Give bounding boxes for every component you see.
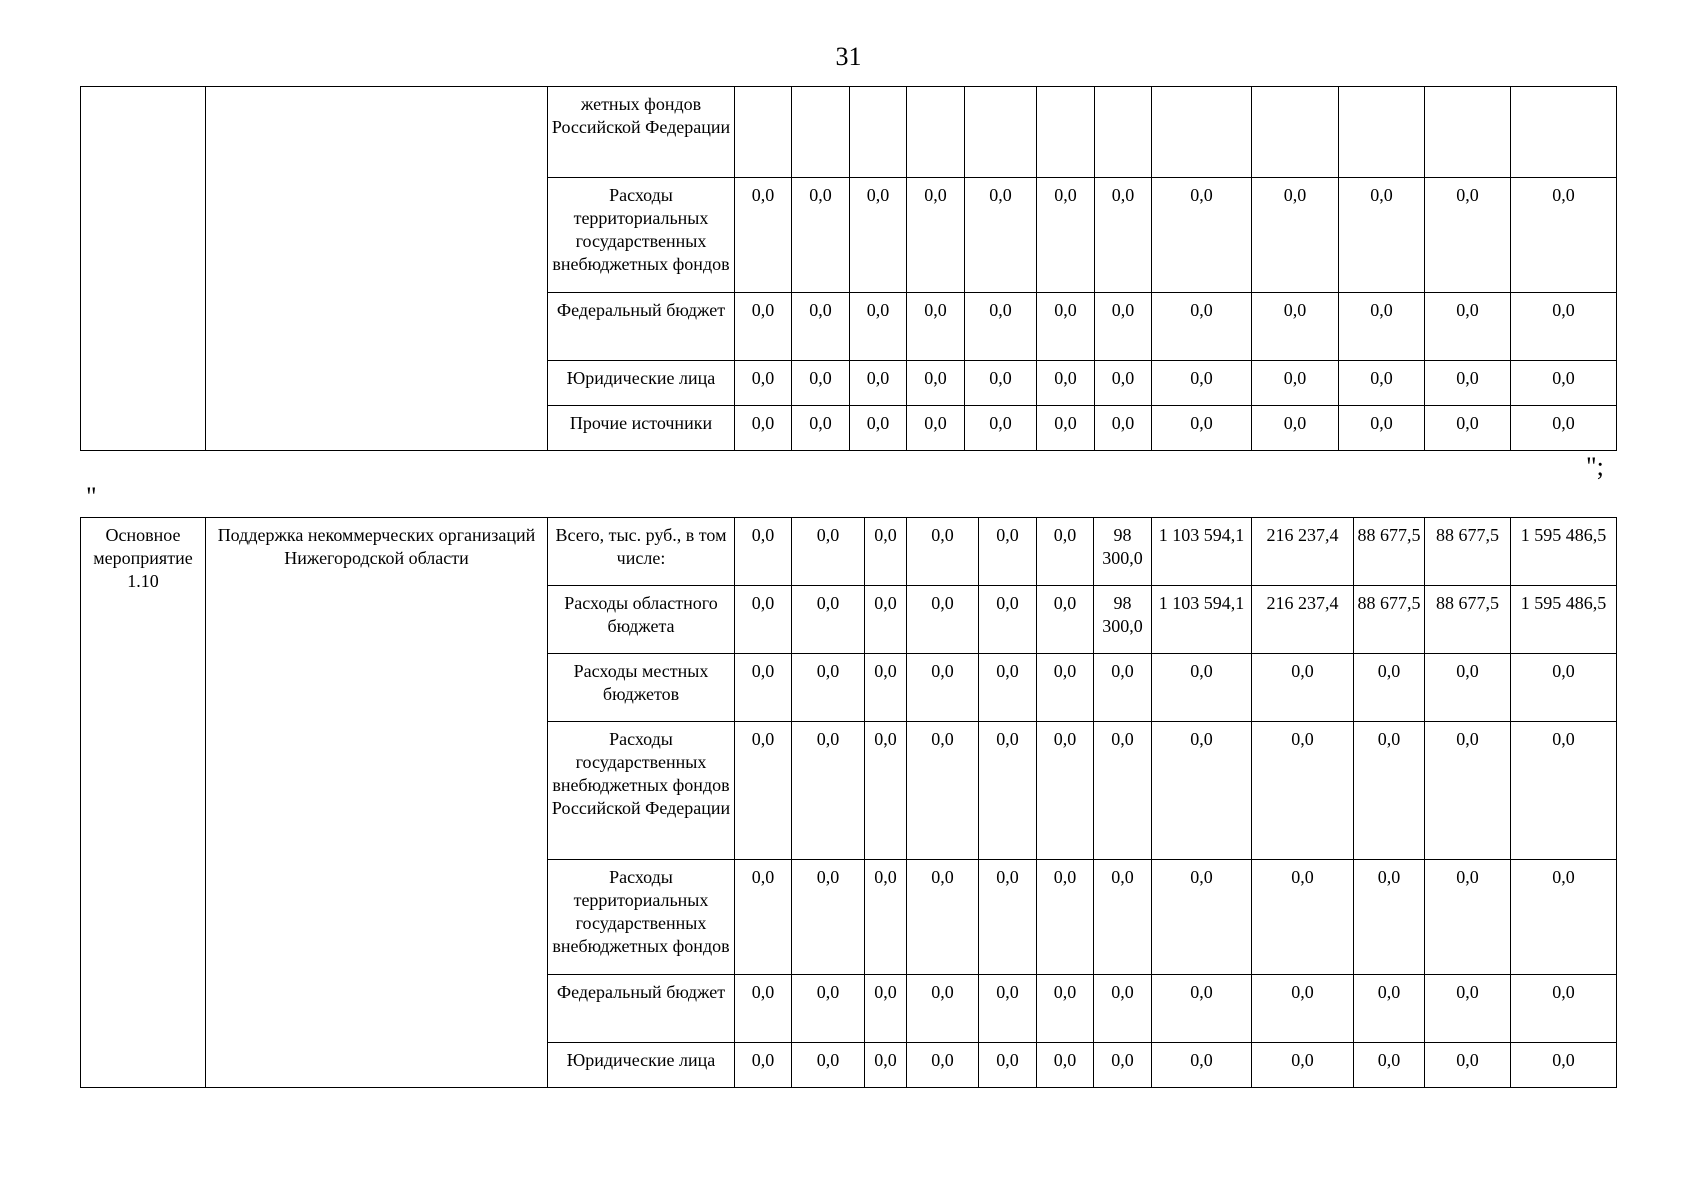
value-cell xyxy=(1339,87,1425,178)
value-cell: 216 237,4 xyxy=(1252,518,1354,586)
value-cell: 0,0 xyxy=(1152,975,1252,1043)
value-cell: 0,0 xyxy=(979,860,1037,975)
value-cell: 0,0 xyxy=(1252,654,1354,722)
description-cell xyxy=(206,87,548,451)
value-cell: 0,0 xyxy=(1094,1043,1152,1088)
value-cell: 0,0 xyxy=(1152,293,1252,361)
funding-table-continuation xyxy=(80,86,1617,451)
value-cell: 0,0 xyxy=(735,654,792,722)
value-cell: 0,0 xyxy=(1511,654,1617,722)
value-cell: 0,0 xyxy=(1037,722,1094,860)
value-cell xyxy=(1152,87,1252,178)
value-cell: 0,0 xyxy=(792,178,850,293)
source-cell: Расходы территориальных государственных внебюджетных фондов xyxy=(548,860,735,975)
value-cell: 0,0 xyxy=(1094,975,1152,1043)
value-cell: 0,0 xyxy=(979,518,1037,586)
opening-quote: " xyxy=(86,482,97,511)
value-cell: 88 677,5 xyxy=(1354,518,1425,586)
value-cell: 88 677,5 xyxy=(1354,586,1425,654)
value-cell: 0,0 xyxy=(865,518,907,586)
value-cell: 0,0 xyxy=(1511,860,1617,975)
value-cell: 0,0 xyxy=(792,518,865,586)
value-cell xyxy=(792,87,850,178)
value-cell: 1 103 594,1 xyxy=(1152,518,1252,586)
value-cell xyxy=(850,87,907,178)
value-cell: 0,0 xyxy=(979,1043,1037,1088)
value-cell: 216 237,4 xyxy=(1252,586,1354,654)
value-cell: 0,0 xyxy=(979,586,1037,654)
value-cell: 0,0 xyxy=(1037,406,1095,451)
value-cell: 98 300,0 xyxy=(1094,586,1152,654)
value-cell: 0,0 xyxy=(792,975,865,1043)
value-cell: 0,0 xyxy=(865,722,907,860)
value-cell: 0,0 xyxy=(907,293,965,361)
source-cell: Расходы территориальных государственных внебюджетных фондов xyxy=(548,178,735,293)
value-cell: 0,0 xyxy=(735,178,792,293)
value-cell: 0,0 xyxy=(1252,361,1339,406)
value-cell: 0,0 xyxy=(792,361,850,406)
value-cell: 0,0 xyxy=(965,178,1037,293)
value-cell: 0,0 xyxy=(1037,518,1094,586)
value-cell: 0,0 xyxy=(1511,722,1617,860)
value-cell: 0,0 xyxy=(1354,722,1425,860)
value-cell: 0,0 xyxy=(965,406,1037,451)
value-cell: 0,0 xyxy=(907,1043,979,1088)
value-cell: 0,0 xyxy=(865,1043,907,1088)
measure-cell xyxy=(81,87,206,451)
value-cell: 0,0 xyxy=(1511,406,1617,451)
value-cell: 0,0 xyxy=(792,860,865,975)
source-cell: Всего, тыс. руб., в том числе: xyxy=(548,518,735,586)
source-cell: Юридические лица xyxy=(548,1043,735,1088)
value-cell: 0,0 xyxy=(1152,654,1252,722)
value-cell xyxy=(1252,87,1339,178)
value-cell: 0,0 xyxy=(1037,361,1095,406)
table-row xyxy=(81,518,1617,586)
value-cell: 0,0 xyxy=(907,178,965,293)
value-cell: 0,0 xyxy=(1037,654,1094,722)
value-cell: 0,0 xyxy=(1152,722,1252,860)
value-cell: 0,0 xyxy=(735,518,792,586)
value-cell: 0,0 xyxy=(979,654,1037,722)
value-cell: 98 300,0 xyxy=(1094,518,1152,586)
value-cell: 1 595 486,5 xyxy=(1511,518,1617,586)
source-cell: Юридические лица xyxy=(548,361,735,406)
value-cell: 0,0 xyxy=(1094,654,1152,722)
value-cell: 0,0 xyxy=(1095,178,1152,293)
value-cell: 0,0 xyxy=(1152,860,1252,975)
source-cell: Расходы местных бюджетов xyxy=(548,654,735,722)
value-cell: 0,0 xyxy=(1037,1043,1094,1088)
value-cell: 0,0 xyxy=(850,293,907,361)
value-cell: 0,0 xyxy=(1252,722,1354,860)
value-cell: 0,0 xyxy=(907,518,979,586)
value-cell: 0,0 xyxy=(865,586,907,654)
value-cell: 0,0 xyxy=(1425,1043,1511,1088)
value-cell: 0,0 xyxy=(1425,860,1511,975)
value-cell: 0,0 xyxy=(1252,1043,1354,1088)
value-cell: 0,0 xyxy=(907,975,979,1043)
value-cell: 0,0 xyxy=(792,1043,865,1088)
value-cell: 0,0 xyxy=(1037,293,1095,361)
value-cell: 1 103 594,1 xyxy=(1152,586,1252,654)
value-cell: 0,0 xyxy=(907,361,965,406)
value-cell xyxy=(907,87,965,178)
value-cell: 0,0 xyxy=(1037,860,1094,975)
value-cell: 0,0 xyxy=(1354,1043,1425,1088)
value-cell: 0,0 xyxy=(1425,293,1511,361)
value-cell: 0,0 xyxy=(1037,178,1095,293)
value-cell: 88 677,5 xyxy=(1425,586,1511,654)
value-cell: 0,0 xyxy=(1339,406,1425,451)
value-cell: 0,0 xyxy=(792,293,850,361)
value-cell: 0,0 xyxy=(792,406,850,451)
value-cell: 0,0 xyxy=(792,722,865,860)
value-cell: 0,0 xyxy=(1354,654,1425,722)
value-cell: 0,0 xyxy=(792,586,865,654)
value-cell: 0,0 xyxy=(1037,586,1094,654)
page-number: 31 xyxy=(835,42,862,71)
value-cell: 0,0 xyxy=(850,406,907,451)
value-cell: 0,0 xyxy=(1252,975,1354,1043)
value-cell: 0,0 xyxy=(1095,406,1152,451)
value-cell: 0,0 xyxy=(735,1043,792,1088)
value-cell: 0,0 xyxy=(1511,975,1617,1043)
value-cell: 0,0 xyxy=(735,975,792,1043)
value-cell xyxy=(735,87,792,178)
value-cell: 0,0 xyxy=(965,361,1037,406)
value-cell: 0,0 xyxy=(1094,860,1152,975)
value-cell: 0,0 xyxy=(735,860,792,975)
value-cell: 0,0 xyxy=(1339,293,1425,361)
value-cell: 0,0 xyxy=(735,361,792,406)
value-cell xyxy=(965,87,1037,178)
value-cell: 0,0 xyxy=(907,406,965,451)
value-cell: 0,0 xyxy=(735,293,792,361)
value-cell: 0,0 xyxy=(907,586,979,654)
value-cell: 0,0 xyxy=(1152,406,1252,451)
value-cell: 0,0 xyxy=(1252,406,1339,451)
value-cell xyxy=(1095,87,1152,178)
value-cell: 0,0 xyxy=(1094,722,1152,860)
value-cell: 0,0 xyxy=(850,361,907,406)
value-cell: 0,0 xyxy=(1425,178,1511,293)
source-cell: Расходы государственных внебюджетных фондов Российской Федерации xyxy=(548,722,735,860)
value-cell: 0,0 xyxy=(1252,860,1354,975)
value-cell: 0,0 xyxy=(1511,1043,1617,1088)
value-cell: 0,0 xyxy=(965,293,1037,361)
value-cell: 0,0 xyxy=(1339,361,1425,406)
description-cell: Поддержка некоммерческих организаций Нижегородской области xyxy=(206,518,548,1088)
value-cell: 0,0 xyxy=(1425,975,1511,1043)
value-cell: 0,0 xyxy=(1037,975,1094,1043)
value-cell: 0,0 xyxy=(792,654,865,722)
value-cell: 0,0 xyxy=(1152,1043,1252,1088)
value-cell: 0,0 xyxy=(1425,361,1511,406)
value-cell: 0,0 xyxy=(1425,406,1511,451)
funding-table-measure-1-10 xyxy=(80,517,1617,1088)
value-cell: 0,0 xyxy=(865,860,907,975)
value-cell: 0,0 xyxy=(1511,293,1617,361)
value-cell: 0,0 xyxy=(979,722,1037,860)
value-cell: 0,0 xyxy=(1252,293,1339,361)
value-cell: 0,0 xyxy=(735,722,792,860)
measure-cell: Основное мероприятие 1.10 xyxy=(81,518,206,1088)
value-cell: 0,0 xyxy=(1152,178,1252,293)
value-cell: 0,0 xyxy=(1511,361,1617,406)
value-cell: 0,0 xyxy=(1152,361,1252,406)
value-cell xyxy=(1425,87,1511,178)
value-cell: 0,0 xyxy=(1354,860,1425,975)
source-cell: жетных фондов Российской Федерации xyxy=(548,87,735,178)
value-cell: 88 677,5 xyxy=(1425,518,1511,586)
source-cell: Прочие источники xyxy=(548,406,735,451)
value-cell: 0,0 xyxy=(907,860,979,975)
value-cell: 0,0 xyxy=(1425,654,1511,722)
value-cell: 0,0 xyxy=(979,975,1037,1043)
value-cell: 0,0 xyxy=(1095,293,1152,361)
value-cell: 0,0 xyxy=(1425,722,1511,860)
source-cell: Расходы областного бюджета xyxy=(548,586,735,654)
value-cell: 0,0 xyxy=(735,406,792,451)
value-cell: 0,0 xyxy=(850,178,907,293)
value-cell: 0,0 xyxy=(1095,361,1152,406)
value-cell: 0,0 xyxy=(1511,178,1617,293)
value-cell: 0,0 xyxy=(907,654,979,722)
value-cell: 0,0 xyxy=(907,722,979,860)
closing-quote: "; xyxy=(1586,452,1604,481)
source-cell: Федеральный бюджет xyxy=(548,975,735,1043)
value-cell: 0,0 xyxy=(735,586,792,654)
value-cell xyxy=(1037,87,1095,178)
value-cell: 0,0 xyxy=(1339,178,1425,293)
value-cell: 0,0 xyxy=(1252,178,1339,293)
table-row xyxy=(81,87,1617,178)
value-cell: 0,0 xyxy=(865,654,907,722)
value-cell xyxy=(1511,87,1617,178)
source-cell: Федеральный бюджет xyxy=(548,293,735,361)
value-cell: 1 595 486,5 xyxy=(1511,586,1617,654)
value-cell: 0,0 xyxy=(1354,975,1425,1043)
value-cell: 0,0 xyxy=(865,975,907,1043)
